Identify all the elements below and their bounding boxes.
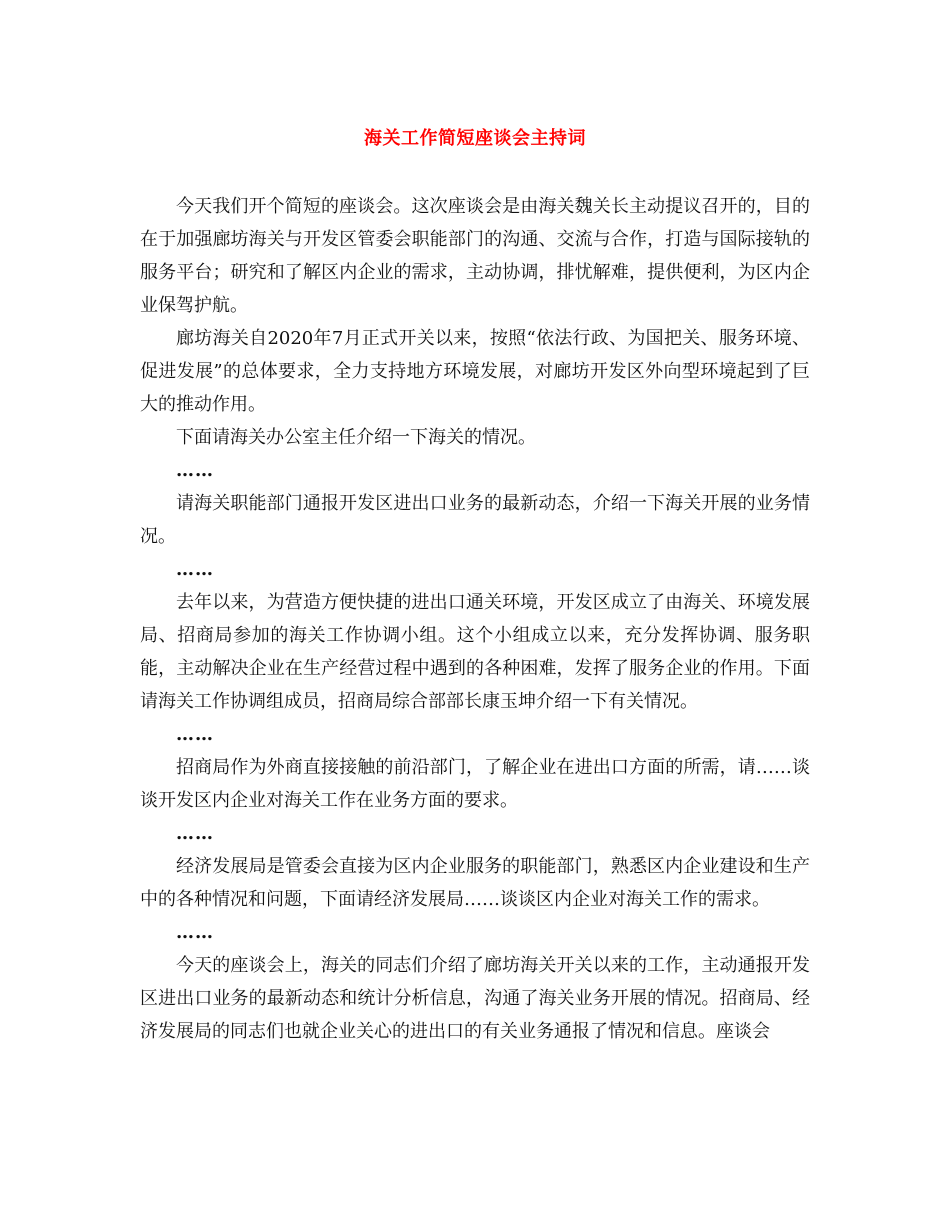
ellipsis-line: …… — [176, 922, 214, 943]
paragraph: 经济发展局是管委会直接为区内企业服务的职能部门，熟悉区内企业建设和生产中的各种情况和问题，下面请经济发展局……谈谈区内企业对海关工作的需求。 — [140, 856, 810, 910]
paragraph: 廊坊海关自2020年7月正式开关以来，按照“依法行政、为国把关、服务环境、促进发展”的总体要求，全力支持地方环境发展，对廊坊开发区外向型环境起到了巨大的推动作用。 — [140, 328, 810, 415]
ellipsis-line: …… — [176, 559, 214, 580]
paragraph: 今天的座谈会上，海关的同志们介绍了廊坊海关开关以来的工作，主动通报开发区进出口业务的最新动态和统计分析信息，沟通了海关业务开展的情况。招商局、经济发展局的同志们也就企业关心的进出口的有关业务通报了情况和信息。座谈会 — [140, 955, 810, 1042]
ellipsis-line: …… — [176, 823, 214, 844]
ellipsis-line: …… — [176, 460, 214, 481]
paragraph: 请海关职能部门通报开发区进出口业务的最新动态，介绍一下海关开展的业务情况。 — [140, 493, 810, 547]
document-body — [140, 190, 810, 1048]
paragraph: 今天我们开个简短的座谈会。这次座谈会是由海关魏关长主动提议召开的，目的在于加强廊坊海关与开发区管委会职能部门的沟通、交流与合作，打造与国际接轨的服务平台；研究和了解区内企业的需求，主动协调，排忧解难，提供便利，为区内企业保驾护航。 — [140, 196, 810, 316]
paragraph: 招商局作为外商直接接触的前沿部门，了解企业在进出口方面的所需，请……谈谈开发区内企业对海关工作在业务方面的要求。 — [140, 757, 810, 811]
ellipsis-line: …… — [176, 724, 214, 745]
document-title: 海关工作简短座谈会主持词 — [364, 128, 586, 149]
paragraph: 下面请海关办公室主任介绍一下海关的情况。 — [176, 427, 536, 448]
paragraph: 去年以来，为营造方便快捷的进出口通关环境，开发区成立了由海关、环境发展局、招商局参加的海关工作协调小组。这个小组成立以来，充分发挥协调、服务职能，主动解决企业在生产经营过程中遇到的各种困难，发挥了服务企业的作用。下面请海关工作协调组成员，招商局综合部部长康玉坤介绍一下有关情况。 — [140, 592, 810, 712]
